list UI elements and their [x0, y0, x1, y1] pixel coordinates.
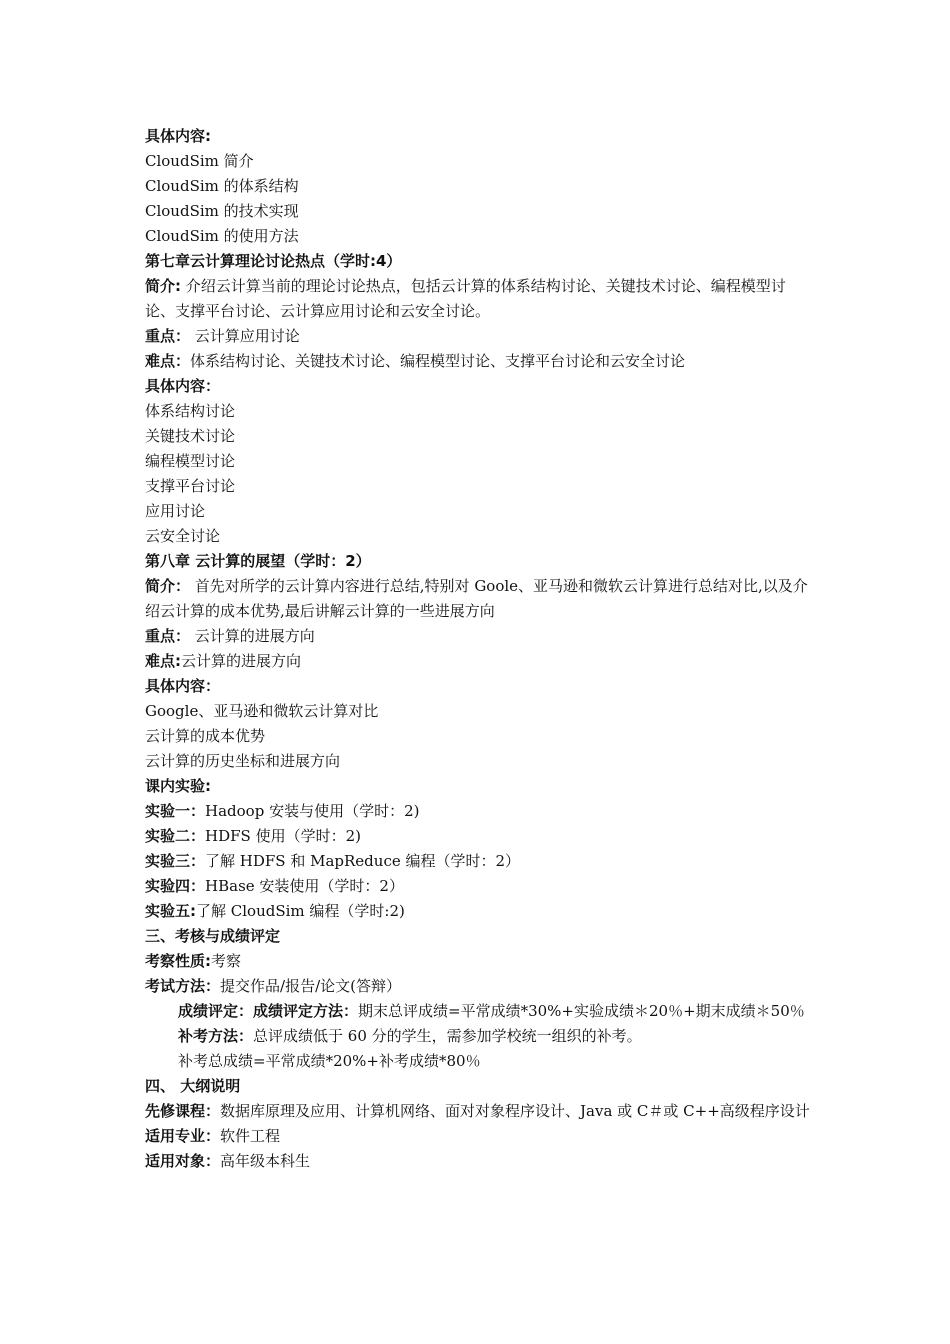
text-line: [145, 449, 810, 474]
text-line: [145, 574, 810, 624]
line-label: 具体内容：: [145, 677, 221, 695]
line-label: 实验一：: [145, 802, 206, 820]
text-line: [145, 749, 810, 774]
line-text: 数据库原理及应用、计算机网络、面对对象程序设计、Java 或 C＃或 C++高级程序设计: [220, 1102, 810, 1120]
document-page: [145, 124, 810, 1174]
line-text: 了解 HDFS 和 MapReduce 编程（学时：2）: [205, 852, 521, 870]
line-label: 适用专业：: [145, 1127, 221, 1145]
line-text: 体系结构讨论、关键技术讨论、编程模型讨论、支撑平台讨论和云安全讨论: [190, 352, 686, 370]
text-line: [145, 1024, 810, 1049]
line-text: 关键技术讨论: [145, 427, 236, 445]
text-line: [145, 499, 810, 524]
line-text: 体系结构讨论: [145, 402, 236, 420]
line-label: 难点:: [145, 652, 181, 670]
line-text: 软件工程: [220, 1127, 281, 1145]
line-label: 补考方法：: [178, 1027, 254, 1045]
text-line: [145, 949, 810, 974]
line-text: 云计算的历史坐标和进展方向: [145, 752, 341, 770]
line-text: 支撑平台讨论: [145, 477, 236, 495]
text-line: [145, 974, 810, 999]
text-line: [145, 849, 810, 874]
text-line: [145, 349, 810, 374]
text-line: [145, 199, 810, 224]
text-line: [145, 1099, 810, 1124]
line-label: 第八章 云计算的展望（学时：2）: [145, 552, 371, 570]
line-label: 具体内容:: [145, 127, 211, 145]
line-text: 总评成绩低于 60 分的学生，需参加学校统一组织的补考。: [253, 1027, 642, 1045]
line-label: 先修课程：: [145, 1102, 221, 1120]
line-text: Google、亚马逊和微软云计算对比: [145, 702, 379, 720]
text-line: [145, 324, 810, 349]
line-label: 考察性质:: [145, 952, 211, 970]
text-line: [145, 799, 810, 824]
text-line: [145, 424, 810, 449]
line-label: 难点：: [145, 352, 191, 370]
line-label: 实验五:: [145, 902, 196, 920]
text-line: [145, 399, 810, 424]
line-text: 应用讨论: [145, 502, 206, 520]
text-line: [145, 374, 810, 399]
text-line: [145, 649, 810, 674]
line-text: 了解 CloudSim 编程（学时:2): [196, 902, 405, 920]
line-text: 云安全讨论: [145, 527, 221, 545]
line-text: HBase 安装使用（学时：2）: [205, 877, 404, 895]
text-line: [145, 1149, 810, 1174]
line-text: CloudSim 的体系结构: [145, 177, 299, 195]
line-text: 编程模型讨论: [145, 452, 236, 470]
line-text: 提交作品/报告/论文(答辩）: [220, 977, 401, 995]
line-text: CloudSim 的技术实现: [145, 202, 299, 220]
text-line: [145, 699, 810, 724]
text-line: [145, 524, 810, 549]
text-line: [145, 549, 810, 574]
text-line: [145, 874, 810, 899]
line-text: HDFS 使用（学时：2): [205, 827, 361, 845]
line-text: 期末总评成绩=平常成绩*30%+实验成绩＊20％+期末成绩＊50％: [358, 1002, 805, 1020]
text-line: [145, 1074, 810, 1099]
line-text: 首先对所学的云计算内容进行总结,特别对 Goole、亚马逊和微软云计算进行总结对比,以及介绍云计算的成本优势,最后讲解云计算的一些进展方向: [145, 577, 808, 620]
line-label: 四、 大纲说明: [145, 1077, 241, 1095]
line-text: 云计算应用讨论: [190, 327, 300, 345]
line-label: 具体内容：: [145, 377, 221, 395]
line-text: CloudSim 简介: [145, 152, 254, 170]
text-line: [145, 174, 810, 199]
text-line: [145, 274, 810, 324]
text-line: [145, 999, 810, 1024]
line-label: 第七章云计算理论讨论热点（学时:4）: [145, 252, 402, 270]
text-line: [145, 674, 810, 699]
text-line: [145, 624, 810, 649]
text-line: [145, 899, 810, 924]
text-line: [145, 474, 810, 499]
text-line: [145, 149, 810, 174]
line-text: 高年级本科生: [220, 1152, 311, 1170]
text-line: [145, 924, 810, 949]
line-text: 云计算的进展方向: [181, 652, 302, 670]
text-line: [145, 224, 810, 249]
line-text: 云计算的进展方向: [190, 627, 315, 645]
line-label: 实验三：: [145, 852, 206, 870]
line-label: 实验二：: [145, 827, 206, 845]
line-label: 三、考核与成绩评定: [145, 927, 281, 945]
text-line: [145, 1124, 810, 1149]
text-line: [145, 1049, 810, 1074]
text-line: [145, 724, 810, 749]
line-text: 云计算的成本优势: [145, 727, 266, 745]
line-label: 简介:: [145, 277, 181, 295]
line-text: 补考总成绩=平常成绩*20%+补考成绩*80％: [178, 1052, 481, 1070]
line-label: 适用对象：: [145, 1152, 221, 1170]
line-label: 成绩评定：成绩评定方法：: [178, 1002, 359, 1020]
line-label: 重点：: [145, 327, 191, 345]
line-text: Hadoop 安装与使用（学时：2): [205, 802, 420, 820]
line-label: 课内实验:: [145, 777, 211, 795]
line-text: 考察: [211, 952, 242, 970]
text-line: [145, 824, 810, 849]
line-label: 考试方法：: [145, 977, 221, 995]
line-text: 介绍云计算当前的理论讨论热点，包括云计算的体系结构讨论、关键技术讨论、编程模型讨论、支撑平台讨论、云计算应用讨论和云安全讨论。: [145, 277, 786, 320]
line-label: 实验四：: [145, 877, 206, 895]
line-text: CloudSim 的使用方法: [145, 227, 299, 245]
text-line: [145, 124, 810, 149]
line-label: 简介：: [145, 577, 191, 595]
text-line: [145, 249, 810, 274]
text-line: [145, 774, 810, 799]
line-label: 重点：: [145, 627, 191, 645]
